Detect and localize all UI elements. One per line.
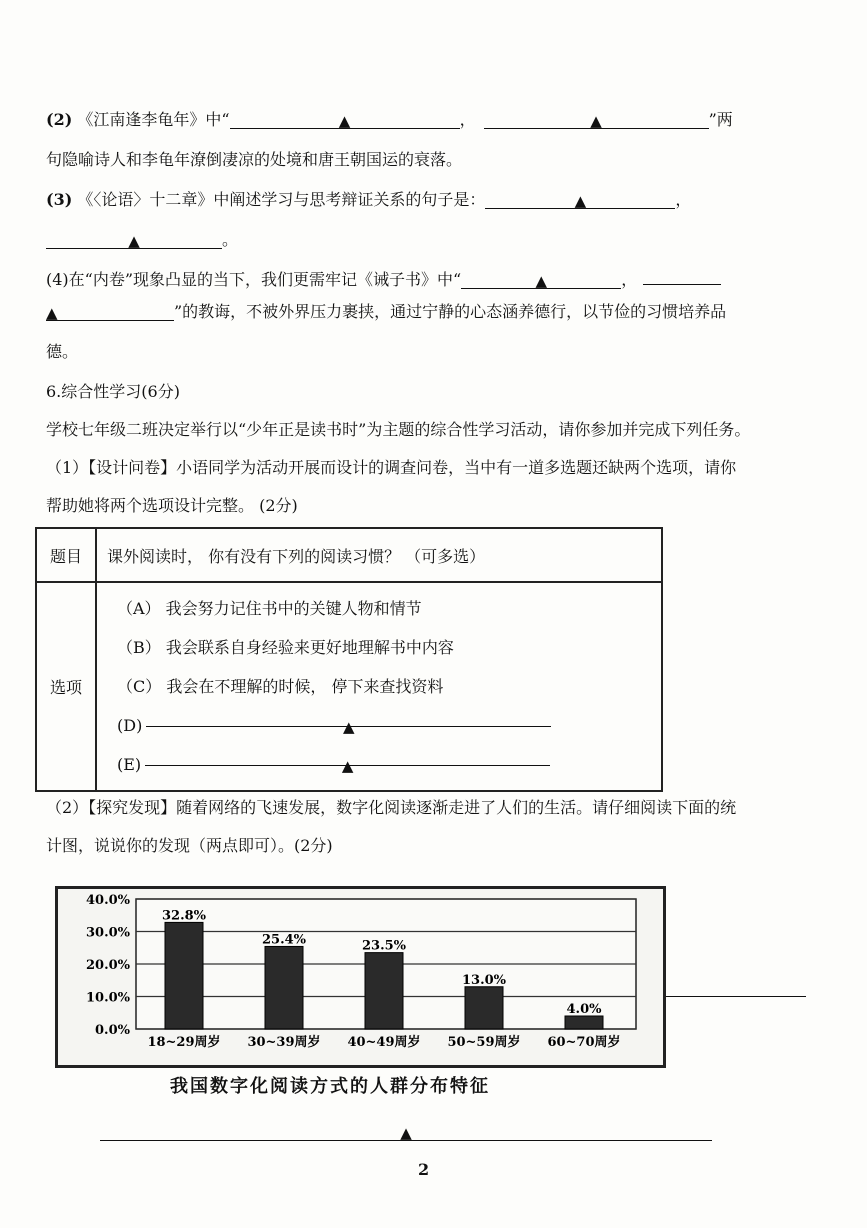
q2-blank-2[interactable] bbox=[484, 108, 709, 129]
chart-frame bbox=[55, 886, 666, 1068]
blank-marker-icon: ▲ bbox=[574, 192, 587, 210]
option-e-blank[interactable] bbox=[145, 745, 550, 775]
blank-marker-icon: ▲ bbox=[535, 272, 547, 290]
q2-text: 《江南逢李龟年》中“ bbox=[77, 110, 230, 129]
y-tick-label: 0.0% bbox=[95, 1023, 130, 1038]
q3-text: 《〈论语〉十二章》中阐述学习与思考辩证关系的句子是： bbox=[77, 190, 486, 209]
task-1-line-2: 帮助她将两个选项设计完整。 (2分) bbox=[46, 496, 298, 515]
q2-separator: ， bbox=[459, 110, 476, 129]
q4-blank-2-start[interactable] bbox=[643, 264, 721, 285]
q4-separator: ， bbox=[621, 270, 638, 289]
task-2-line-2: 计图，说说你的发现（两点即可）。(2分) bbox=[46, 836, 333, 855]
q3-separator: ， bbox=[675, 190, 692, 209]
y-tick-label: 20.0% bbox=[85, 958, 130, 973]
data-label: 32.8% bbox=[161, 908, 207, 924]
x-tick-label: 18~29周岁 bbox=[147, 1035, 221, 1050]
bar bbox=[565, 1016, 603, 1029]
question-4-line-3: 德。 bbox=[46, 342, 79, 361]
chart-title: 我国数字化阅读方式的人群分布特征 bbox=[170, 1076, 490, 1097]
option-a bbox=[97, 589, 661, 628]
q3-blank-2[interactable] bbox=[46, 228, 222, 249]
y-tick-label: 40.0% bbox=[85, 893, 130, 908]
question-4-line-2 bbox=[46, 300, 726, 324]
option-e bbox=[97, 745, 661, 784]
option-label: （A） bbox=[117, 599, 161, 618]
q4-text-cont: ”的教诲，不被外界压力裹挟，通过宁静的心态涵养德行，以节俭的习惯培养品 bbox=[174, 302, 727, 321]
q2-text-end: ”两 bbox=[708, 110, 733, 129]
section-6-intro: 学校七年级二班决定举行以“少年正是读书时”为主题的综合性学习活动，请你参加并完成下列任务。 bbox=[46, 420, 751, 439]
bar bbox=[365, 953, 403, 1029]
blank-marker-icon: ▲ bbox=[343, 718, 355, 736]
q4-blank-2-end[interactable] bbox=[46, 300, 174, 321]
blank-marker-icon: ▲ bbox=[46, 304, 58, 322]
data-label: 4.0% bbox=[566, 1002, 602, 1017]
option-b bbox=[97, 628, 661, 667]
answer-line-side[interactable] bbox=[666, 996, 806, 997]
options-cell bbox=[96, 582, 662, 791]
option-label: （C） bbox=[117, 677, 162, 696]
blank-marker-icon: ▲ bbox=[128, 232, 140, 250]
blank-marker-icon: ▲ bbox=[590, 112, 602, 130]
bar bbox=[265, 946, 303, 1029]
question-text: 课外阅读时， 你有没有下列的阅读习惯？ （可多选） bbox=[96, 528, 662, 582]
questionnaire-table bbox=[35, 527, 663, 792]
data-label: 13.0% bbox=[461, 972, 507, 988]
x-tick-label: 60~70周岁 bbox=[547, 1035, 621, 1050]
data-label: 25.4% bbox=[261, 932, 307, 948]
option-label: （B） bbox=[117, 638, 161, 657]
q3-blank-1[interactable] bbox=[485, 188, 675, 209]
blank-marker-icon: ▲ bbox=[341, 757, 354, 775]
option-label: (D) bbox=[117, 716, 143, 735]
y-tick-label: 10.0% bbox=[85, 990, 130, 1006]
option-d-blank[interactable] bbox=[146, 706, 551, 736]
q4-blank-1[interactable] bbox=[461, 268, 621, 289]
y-tick-label: 30.0% bbox=[85, 925, 130, 941]
answer-blank[interactable] bbox=[100, 1120, 712, 1141]
bar bbox=[165, 922, 203, 1029]
blank-marker-icon: ▲ bbox=[338, 112, 351, 130]
x-tick-label: 40~49周岁 bbox=[347, 1035, 421, 1050]
option-d bbox=[97, 706, 661, 745]
page-number: 2 bbox=[418, 1160, 430, 1179]
question-2-line-1 bbox=[46, 108, 733, 132]
question-4-line-1 bbox=[46, 264, 721, 292]
bar bbox=[465, 987, 503, 1029]
data-label: 23.5% bbox=[361, 938, 407, 954]
option-text: 我会联系自身经验来更好地理解书中内容 bbox=[165, 638, 454, 657]
row-head-question: 题目 bbox=[36, 528, 96, 582]
q4-text: (4)在“内卷”现象凸显的当下，我们更需牢记《诫子书》中“ bbox=[46, 270, 462, 289]
option-text: 我会努力记住书中的关键人物和情节 bbox=[165, 599, 422, 618]
q2-number: (2) bbox=[46, 110, 73, 129]
q3-end: 。 bbox=[222, 230, 239, 249]
table-row-options bbox=[36, 582, 662, 791]
q3-number: (3) bbox=[46, 190, 73, 209]
question-3-line-1 bbox=[46, 188, 691, 212]
task-1-line-1: （1）【设计问卷】小语同学为活动开展而设计的调查问卷，当中有一道多选题还缺两个选项，请你 bbox=[46, 458, 737, 477]
table-row-question bbox=[36, 528, 662, 582]
question-2-line-2: 句隐喻诗人和李龟年潦倒凄凉的处境和唐王朝国运的衰落。 bbox=[46, 150, 463, 169]
x-tick-label: 30~39周岁 bbox=[247, 1035, 321, 1050]
blank-marker-icon: ▲ bbox=[400, 1124, 412, 1142]
bar-chart bbox=[58, 889, 663, 1065]
option-label: (E) bbox=[117, 755, 142, 774]
q2-blank-1[interactable] bbox=[230, 108, 460, 129]
row-head-options: 选项 bbox=[36, 582, 96, 791]
section-6-title: 6.综合性学习(6分) bbox=[46, 382, 180, 401]
x-tick-label: 50~59周岁 bbox=[447, 1035, 521, 1050]
question-3-line-2 bbox=[46, 228, 238, 252]
option-c bbox=[97, 667, 661, 706]
task-2-line-1: （2）【探究发现】随着网络的飞速发展，数字化阅读逐渐走进了人们的生活。请仔细阅读下面的统 bbox=[46, 798, 737, 817]
option-text: 我会在不理解的时候， 停下来查找资料 bbox=[166, 677, 444, 696]
answer-line bbox=[100, 1120, 712, 1144]
